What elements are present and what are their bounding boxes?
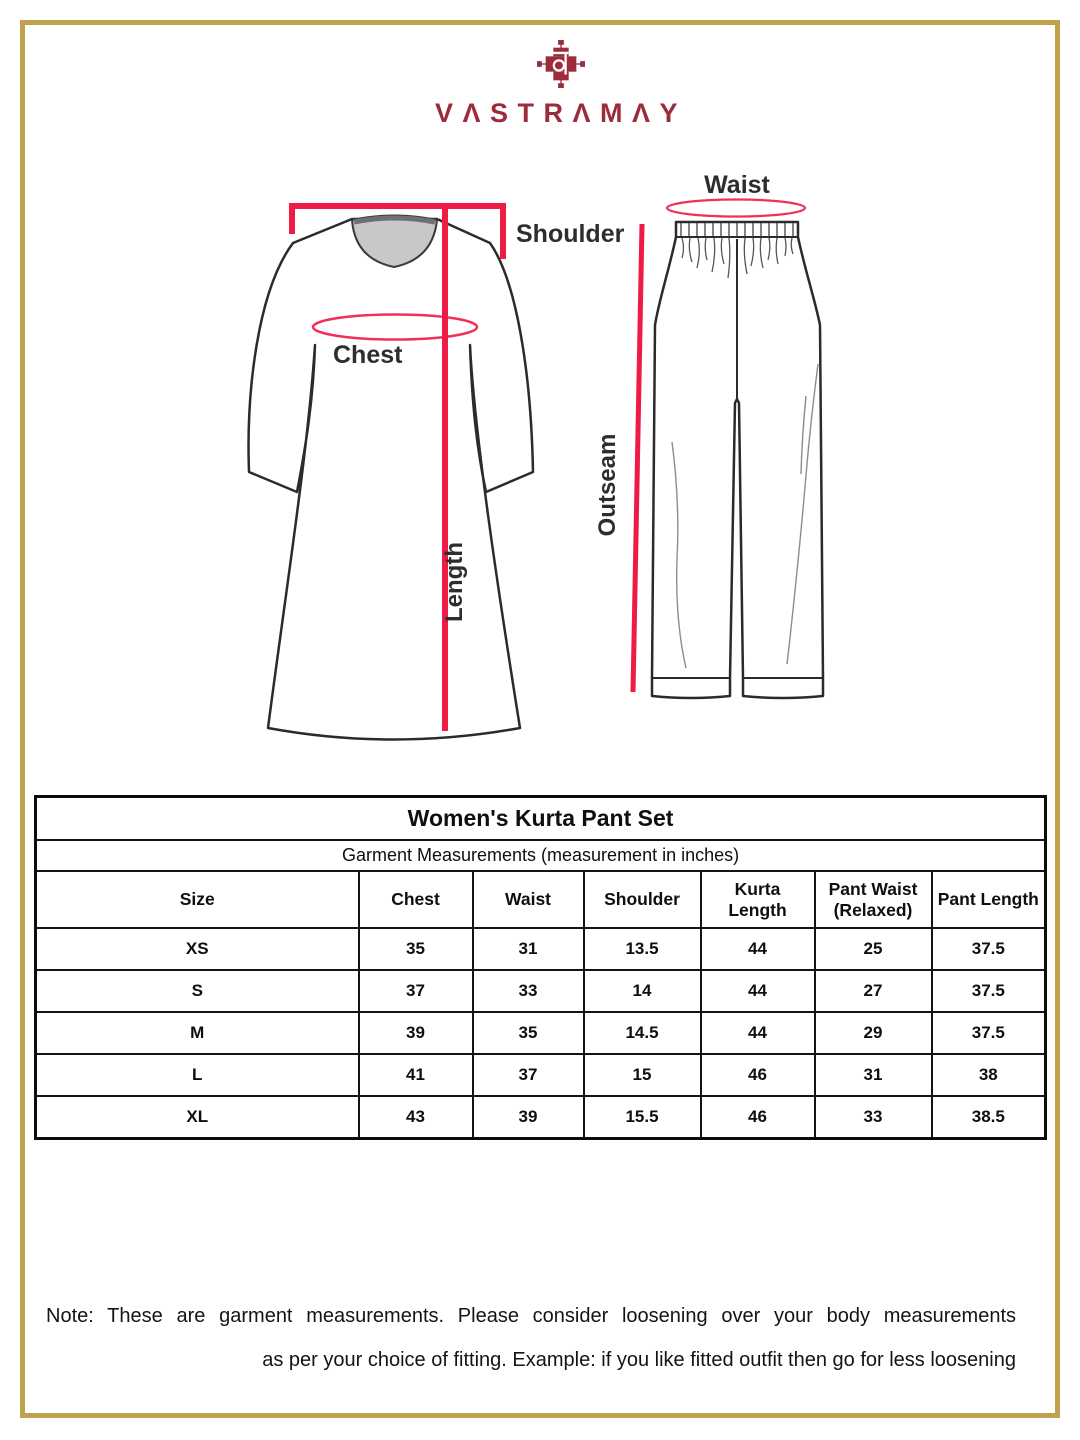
outseam-label: Outseam: [594, 433, 621, 537]
table-row-xl: [36, 1096, 1046, 1139]
cell: 35: [359, 928, 473, 970]
cell: 43: [359, 1096, 473, 1139]
cell: 46: [701, 1054, 815, 1096]
waist-label: Waist: [704, 171, 770, 199]
waist-measure-ellipse: [667, 200, 805, 217]
size-cell: L: [36, 1054, 359, 1096]
header-size: Size: [36, 871, 359, 928]
note-line-2: as per your choice of fitting. Example: if you like fitted outfit then go for less loosening: [262, 1349, 1016, 1371]
cell: 14.5: [584, 1012, 701, 1054]
vastramay-monogram-icon: [536, 40, 586, 88]
header-chest: Chest: [359, 871, 473, 928]
cell: 27: [815, 970, 932, 1012]
table-title: Women's Kurta Pant Set: [36, 797, 1046, 841]
cell: 39: [473, 1096, 584, 1139]
cell: 33: [473, 970, 584, 1012]
header-pant-length: Pant Length: [932, 871, 1046, 928]
table-row-m: [36, 1012, 1046, 1054]
cell: 39: [359, 1012, 473, 1054]
cell: 46: [701, 1096, 815, 1139]
brand-name: VΛSTRΛMΛY: [434, 98, 688, 128]
header-pant-waist: Pant Waist (Relaxed): [815, 871, 932, 928]
header-shoulder: Shoulder: [584, 871, 701, 928]
cell: 41: [359, 1054, 473, 1096]
cell: 44: [701, 1012, 815, 1054]
cell: 14: [584, 970, 701, 1012]
cell: 37: [473, 1054, 584, 1096]
size-cell: S: [36, 970, 359, 1012]
size-cell: XS: [36, 928, 359, 970]
cell: 13.5: [584, 928, 701, 970]
table-row-xs: [36, 928, 1046, 970]
cell: 37.5: [932, 1012, 1046, 1054]
cell: 44: [701, 928, 815, 970]
size-chart-table: [34, 795, 1047, 1140]
cell: 37: [359, 970, 473, 1012]
cell: 37.5: [932, 928, 1046, 970]
cell: 15: [584, 1054, 701, 1096]
brand-logo: [0, 40, 1080, 129]
cell: 31: [815, 1054, 932, 1096]
header-waist: Waist: [473, 871, 584, 928]
cell: 25: [815, 928, 932, 970]
note-line-1: Note: These are garment measurements. Please consider loosening over your body measurements: [46, 1305, 1016, 1327]
table-row-s: [36, 970, 1046, 1012]
cell: 38: [932, 1054, 1046, 1096]
table-header-row: [36, 871, 1046, 928]
size-cell: XL: [36, 1096, 359, 1139]
shoulder-label: Shoulder: [516, 220, 625, 248]
cell: 15.5: [584, 1096, 701, 1139]
table-subtitle: Garment Measurements (measurement in inches): [36, 840, 1046, 871]
cell: 38.5: [932, 1096, 1046, 1139]
cell: 29: [815, 1012, 932, 1054]
cell: 37.5: [932, 970, 1046, 1012]
kurta-sketch: [249, 219, 533, 740]
cell: 33: [815, 1096, 932, 1139]
length-label: Length: [441, 542, 468, 622]
measurement-note: [46, 1294, 1016, 1382]
size-cell: M: [36, 1012, 359, 1054]
table-row-l: [36, 1054, 1046, 1096]
cell: 44: [701, 970, 815, 1012]
header-kurta-length: Kurta Length: [701, 871, 815, 928]
measurement-diagram: [0, 150, 1080, 790]
cell: 35: [473, 1012, 584, 1054]
chest-label: Chest: [333, 341, 403, 369]
cell: 31: [473, 928, 584, 970]
outseam-measure-line: [633, 224, 642, 692]
